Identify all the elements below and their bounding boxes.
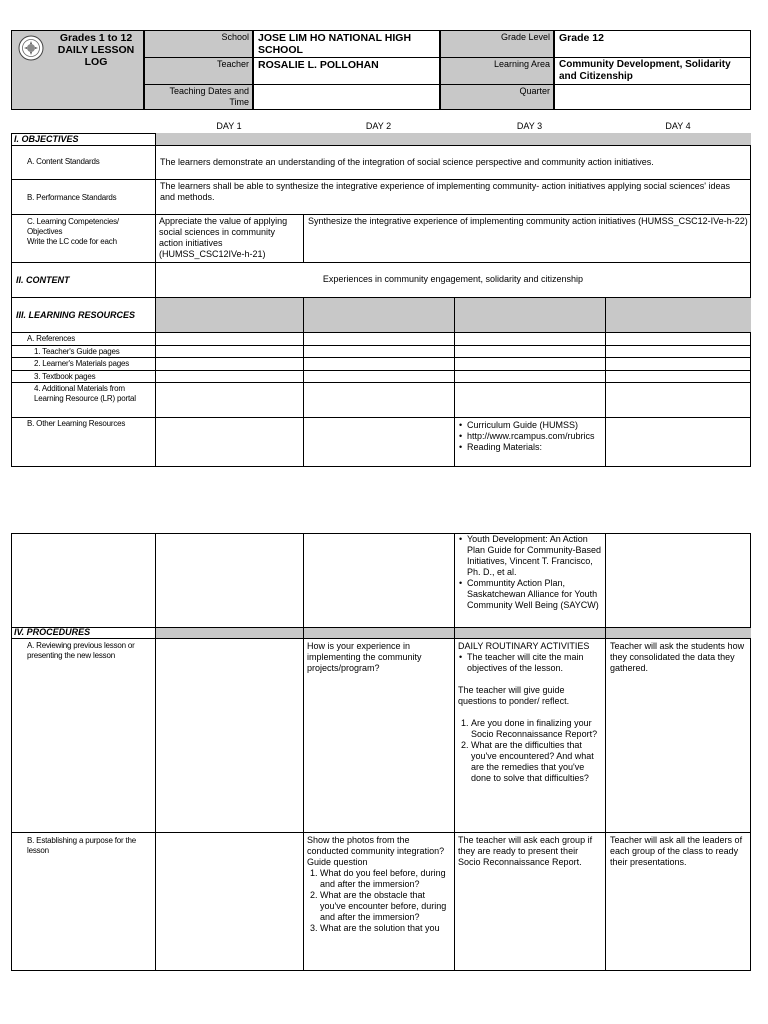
grade-level-label: Grade Level (500, 32, 550, 42)
resource-item: • http://www.rcampus.com/rubrics (467, 431, 602, 442)
header-title: Grades 1 to 12 DAILY LESSON LOG (57, 32, 135, 68)
school-value: JOSE LIM HO NATIONAL HIGH SCHOOL (258, 32, 412, 56)
dates-label: Teaching Dates and Time (169, 86, 249, 107)
procedure-b-label: B. Establishing a purpose for the lesson (27, 836, 137, 855)
quarter-label: Quarter (519, 86, 550, 96)
references-label: A. References (27, 334, 76, 343)
objective-bullet: • The teacher will cite the main objectives of the lesson. (467, 652, 602, 674)
resource-item: • Communtity Action Plan, Saskatchewan Alliance for Youth Community Well Being (SAYCW) (467, 578, 602, 611)
procedures-heading: IV. PROCEDURES (14, 627, 91, 637)
procedure-a-day-3 (458, 641, 602, 784)
textbook-label: 3. Textbook pages (34, 372, 96, 381)
lr-portal-label: 4. Additional Materials from Learning Resource (LR) portal (34, 384, 136, 403)
day-1-header: DAY 1 (216, 121, 242, 131)
day-4-header: DAY 4 (665, 121, 691, 131)
daily-routinary-title: DAILY ROUTINARY ACTIVITIES (458, 641, 590, 651)
photos-intro: Show the photos from the conducted community integration? (307, 835, 445, 856)
teacher-label: Teacher (216, 59, 249, 69)
teachers-guide-label: 1. Teacher's Guide pages (34, 347, 120, 356)
content-standards-label: A. Content Standards (27, 157, 100, 166)
learning-area-label: Learning Area (493, 59, 550, 69)
guide-question: 1. What do you feel before, during and after the immersion? (320, 868, 452, 890)
day-3-header: DAY 3 (516, 121, 543, 131)
learning-resources-heading: III. LEARNING RESOURCES (16, 310, 136, 320)
procedure-b-day-3: The teacher will ask each group if they are ready to present their Socio Reconnaissance Report. (458, 835, 593, 867)
deped-seal-icon (18, 35, 44, 61)
day-3-resources-list (458, 420, 602, 453)
procedure-b-day-4: Teacher will ask all the leaders of each group of the class to ready their presentations. (610, 835, 743, 867)
day-2-header: DAY 2 (365, 121, 392, 131)
procedure-b-day-2 (307, 835, 452, 934)
resource-item: • Curriculum Guide (HUMSS) (467, 420, 602, 431)
guide-questions-intro: The teacher will give guide questions to ponder/ reflect. (458, 685, 570, 706)
guide-question: 1. Are you done in finalizing your Socio Reconnaissance Report? (471, 718, 602, 740)
teacher-value: ROSALIE L. POLLOHAN (258, 59, 379, 71)
guide-question: 2. What are the difficulties that you've encountered? And what are the remedies that you've done to solve that difficulties? (471, 740, 602, 784)
objectives-heading: I. OBJECTIVES (14, 134, 79, 144)
learners-materials-label: 2. Learner's Materials pages (34, 359, 130, 368)
competency-day-1: Appreciate the value of applying social sciences in community action initiatives (HUMSS_CSC12IVe-h-21) (159, 216, 288, 259)
resource-item: • Youth Development: An Action Plan Guide for Community-Based Initiatives, Vincent T. Francisco, Ph. D., et al. (467, 534, 602, 578)
guide-question: 3. What are the solution that you (320, 923, 452, 934)
content-standards-text: The learners demonstrate an understanding of the integration of social science perspective and community action initiatives. (160, 157, 654, 167)
procedure-a-label: A. Reviewing previous lesson or presenting the new lesson (27, 641, 135, 660)
performance-standards-text: The learners shall be able to synthesize the integrative experience of implementing community- action initiatives applying social sciences' ideas and methods. (160, 181, 731, 202)
content-text: Experiences in community engagement, solidarity and citizenship (322, 274, 584, 284)
procedure-a-day-4: Teacher will ask the students how they consolidated the data they gathered. (610, 641, 745, 673)
learning-competencies-label: C. Learning Competencies/ Objectives Write the LC code for each (27, 217, 119, 246)
guide-question: 2. What are the obstacle that you've encounter before, during and after the immersion? (320, 890, 452, 923)
procedure-a-day-2: How is your experience in implementing the community projects/program? (307, 641, 422, 673)
competency-day-2: Synthesize the integrative experience of implementing community action initiatives (HUMSS_CSC12-IVe-h-22) (308, 216, 748, 226)
grade-level-value: Grade 12 (559, 32, 604, 44)
guide-question-title: Guide question (307, 857, 368, 867)
school-label: School (221, 32, 249, 42)
day-3-resources-cont (458, 534, 602, 611)
content-heading: II. CONTENT (16, 275, 70, 285)
other-resources-label: B. Other Learning Resources (27, 419, 126, 428)
learning-area-value: Community Development, Solidarity and Citizenship (559, 59, 731, 82)
resource-item: • Reading Materials: (467, 442, 602, 453)
performance-standards-label: B. Performance Standards (27, 193, 117, 202)
